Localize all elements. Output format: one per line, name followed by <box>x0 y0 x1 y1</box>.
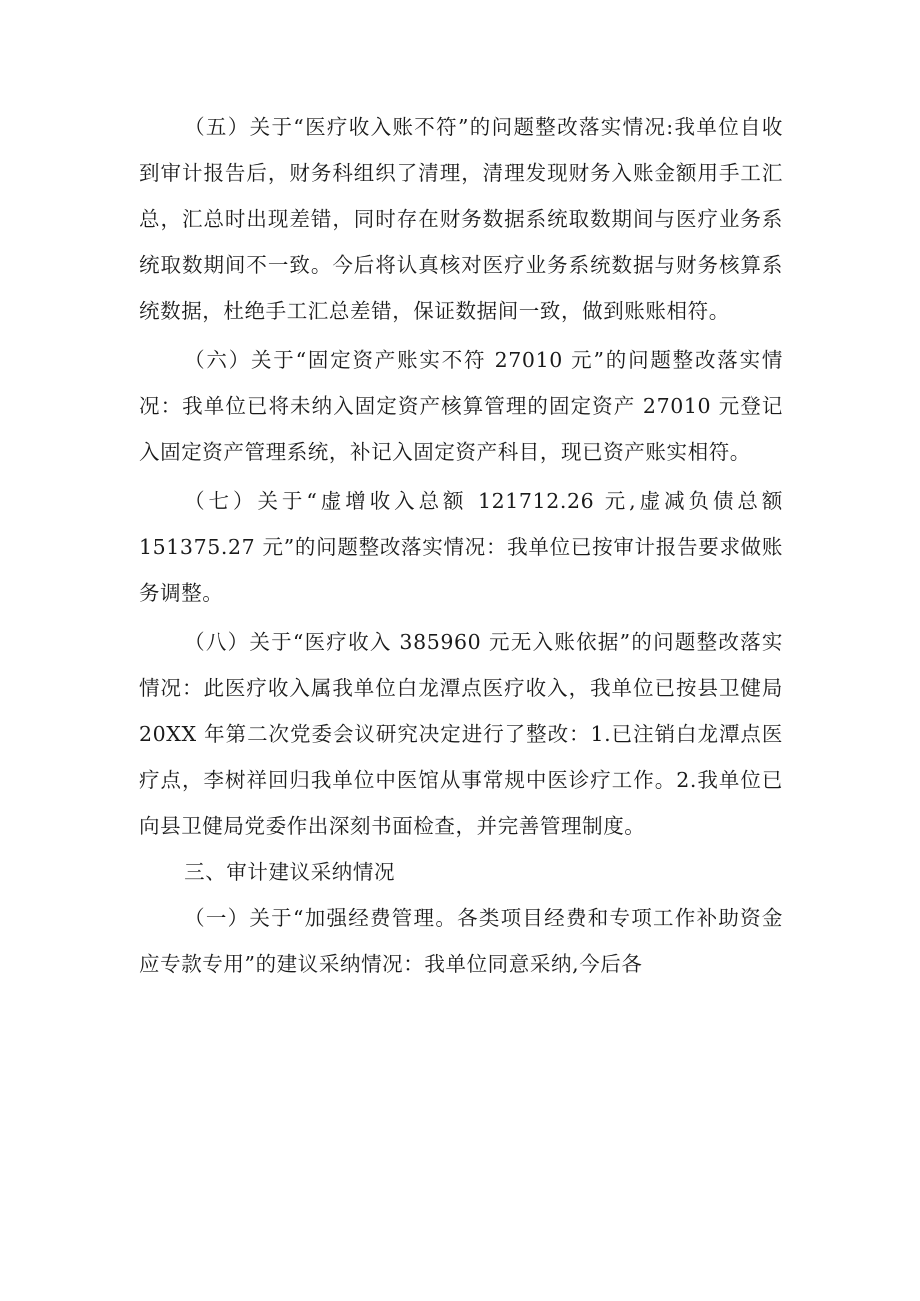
paragraph-item-7: （七）关于“虚增收入总额 121712.26 元,虚减负债总额 151375.27 元”的问题整改落实情况：我单位已按审计报告要求做账务调整。 <box>139 489 783 605</box>
section-heading: 三、审计建议采纳情况 <box>184 860 396 884</box>
paragraph-item-8: （八）关于“医疗收入 385960 元无入账依据”的问题整改落实情况：此医疗收入属我单位白龙潭点医疗收入，我单位已按县卫健局 20XX 年第二次党委会议研究决定进行了整改：1.已注销白龙潭点医疗点，李树祥回归我单位中医馆从事常规中医诊疗工作。2.我单位已向县卫健局党委作出深刻书面检查，并完善管理制度。 <box>139 630 783 838</box>
paragraph-item-5: （五）关于“医疗收入账不符”的问题整改落实情况:我单位自收到审计报告后，财务科组织了清理，清理发现财务入账金额用手工汇总，汇总时出现差错，同时存在财务数据系统取数期间与医疗业务系统取数期间不一致。今后将认真核对医疗业务系统数据与财务核算系统数据，杜绝手工汇总差错，保证数据间一致，做到账账相符。 <box>139 115 783 323</box>
paragraph-item-6: （六）关于“固定资产账实不符 27010 元”的问题整改落实情况：我单位已将未纳入固定资产核算管理的固定资产 27010 元登记入固定资产管理系统，补记入固定资产科目，现已资产账实相符。 <box>139 348 783 464</box>
document-body <box>139 104 783 987</box>
paragraph-suggestion-1: （一）关于“加强经费管理。各类项目经费和专项工作补助资金应专款专用”的建议采纳情况：我单位同意采纳,今后各 <box>139 906 783 976</box>
